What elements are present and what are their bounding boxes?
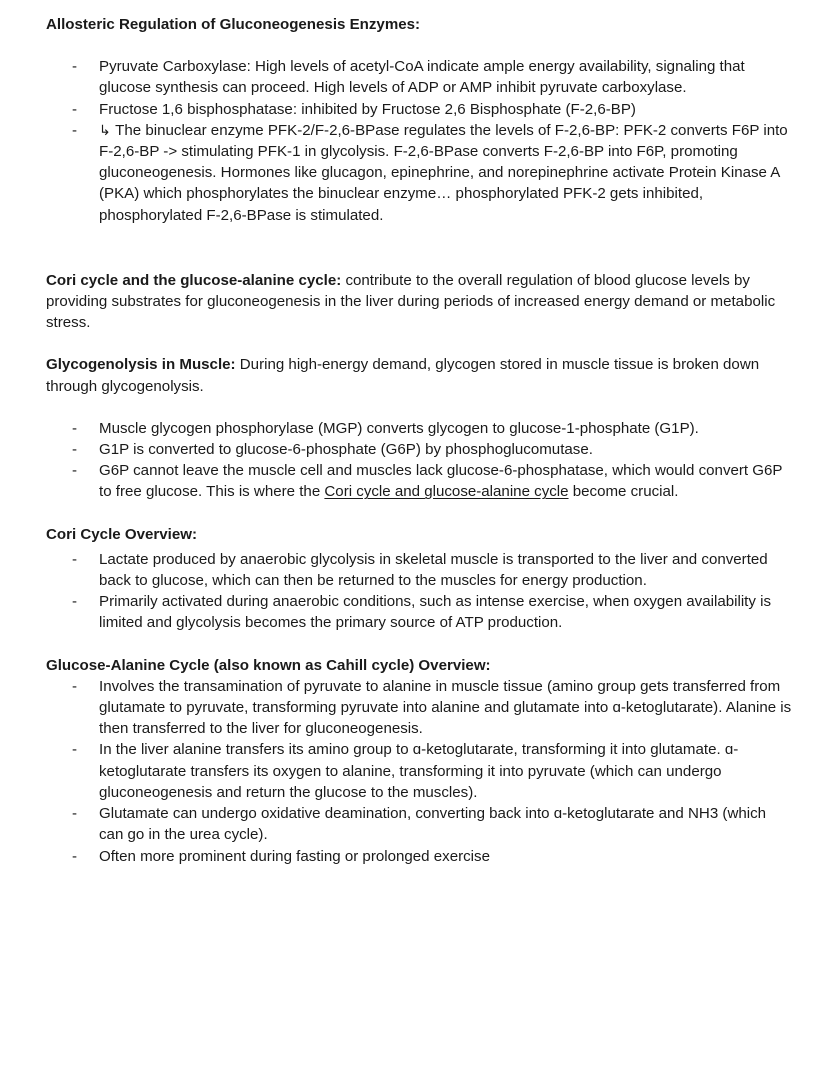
- list-item: [46, 460, 794, 502]
- list-item-text-before: G6P cannot leave the muscle cell and muscles lack glucose-6-phosphatase, which would convert G6P to free glucose. This is where the: [99, 462, 783, 501]
- paragraph-lead: Glycogenolysis in Muscle:: [46, 356, 236, 374]
- list-item: [46, 99, 794, 120]
- list-item-text: G1P is converted to glucose-6-phosphate (G6P) by phosphoglucomutase.: [99, 441, 593, 459]
- paragraph-body: During high-energy demand, glycogen stored in muscle tissue is broken down through glycogenolysis.: [46, 356, 760, 395]
- bullet-dash: -: [72, 593, 78, 611]
- list-item: [46, 439, 794, 460]
- list-item: [46, 418, 794, 439]
- paragraph: [46, 354, 794, 396]
- bullet-dash: -: [72, 121, 78, 139]
- section-glycogenolysis-in-muscle: [46, 354, 794, 502]
- list-item: [46, 120, 794, 226]
- list-item: [46, 803, 794, 845]
- bullet-list: [46, 676, 794, 867]
- bullet-list: [46, 549, 794, 634]
- spacer: [46, 634, 794, 655]
- list-item-text: Primarily activated during anaerobic conditions, such as intense exercise, when oxygen availability is limited and glycolysis becomes the primary source of ATP production.: [99, 593, 772, 632]
- list-item: [46, 846, 794, 867]
- bullet-dash: -: [72, 550, 78, 568]
- bullet-dash: -: [72, 100, 78, 118]
- section-heading: Allosteric Regulation of Gluconeogenesis Enzymes:: [46, 16, 421, 33]
- list-item-text: The binuclear enzyme PFK-2/F-2,6-BPase regulates the levels of F-2,6-BP: PFK-2 converts F6P into F-2,6-BP -> stimulating PFK-1 in glycolysis. F-2,6-BPase converts F-2,6-BP into F6P, promoting gluconeogenesis. Hormones like glucagon, epinephrine, and norepinephrine activate Protein Kinase A (PKA) which phosphorylates the binuclear enzyme… phosphorylated PFK-2 gets inhibited, phosphorylated F-2,6-BPase is stimulated.: [99, 121, 788, 224]
- paragraph-lead: Cori cycle and the glucose-alanine cycle:: [46, 271, 342, 289]
- list-item: [46, 549, 794, 591]
- list-item-text-after: become crucial.: [568, 483, 679, 501]
- spacer: [46, 35, 794, 56]
- list-item-text: Pyruvate Carboxylase: High levels of acetyl-CoA indicate ample energy availability, signaling that glucose synthesis can proceed. High levels of ADP or AMP inhibit pyruvate carboxylase.: [99, 58, 745, 97]
- section-heading: Cori Cycle Overview:: [46, 525, 198, 543]
- section-cori-cycle-overview: [46, 524, 794, 634]
- down-right-arrow-icon: ↳: [99, 121, 112, 138]
- spacer: [46, 397, 794, 418]
- list-item-text: Fructose 1,6 bisphosphatase: inhibited by Fructose 2,6 Bisphosphate (F-2,6-BP): [99, 100, 636, 118]
- bullet-dash: -: [72, 847, 78, 865]
- section-cori-and-glucose-alanine-intro: [46, 270, 794, 334]
- spacer: [46, 333, 794, 354]
- section-glucose-alanine-cycle-overview: [46, 655, 794, 867]
- list-item-text: Lactate produced by anaerobic glycolysis in skeletal muscle is transported to the liver and converted back to glucose, which can then be returned to the muscles for energy production.: [99, 550, 768, 590]
- document-body: [46, 14, 794, 867]
- list-item-text: Involves the transamination of pyruvate to alanine in muscle tissue (amino group gets transferred from glutamate to pyruvate, transforming pyruvate into alanine and glutamate into ɑ-ketoglutarate). Alanine is then transferred to the liver for gluconeogenesis.: [99, 677, 792, 738]
- bullet-dash: -: [72, 441, 78, 459]
- bullet-dash: -: [72, 462, 78, 480]
- list-item: [46, 56, 794, 98]
- list-item: [46, 739, 794, 803]
- list-item-text: Often more prominent during fasting or prolonged exercise: [99, 847, 490, 865]
- underlined-term: Cori cycle and glucose-alanine cycle: [324, 483, 569, 501]
- list-item-text: Muscle glycogen phosphorylase (MGP) converts glycogen to glucose-1-phosphate (G1P).: [99, 419, 699, 437]
- bullet-dash: -: [72, 677, 78, 695]
- section-allosteric-regulation: [46, 14, 794, 226]
- list-item: [46, 676, 794, 740]
- bullet-list: [46, 418, 794, 503]
- spacer: [46, 226, 794, 256]
- spacer: [46, 256, 794, 270]
- bullet-dash: -: [72, 805, 78, 823]
- paragraph-body: contribute to the overall regulation of blood glucose levels by providing substrates for gluconeogenesis in the liver during periods of increased energy demand or metabolic stress.: [46, 271, 776, 332]
- list-item: [46, 591, 794, 633]
- bullet-list: [46, 56, 794, 226]
- list-item-text: In the liver alanine transfers its amino group to ɑ-ketoglutarate, transforming it into glutamate. ɑ-ketoglutarate transfers its oxygen to alanine, transforming it into pyruvate (which can undergo gluconeogenesis and return the glucose to the muscles).: [99, 741, 739, 801]
- section-heading: Glucose-Alanine Cycle (also known as Cahill cycle) Overview:: [46, 656, 491, 674]
- bullet-dash: -: [72, 741, 78, 759]
- spacer: [46, 503, 794, 524]
- list-item-text: Glutamate can undergo oxidative deamination, converting back into ɑ-ketoglutarate and NH3 (which can go in the urea cycle).: [99, 805, 767, 844]
- bullet-dash: -: [72, 58, 78, 76]
- bullet-dash: -: [72, 419, 78, 437]
- paragraph: [46, 270, 794, 334]
